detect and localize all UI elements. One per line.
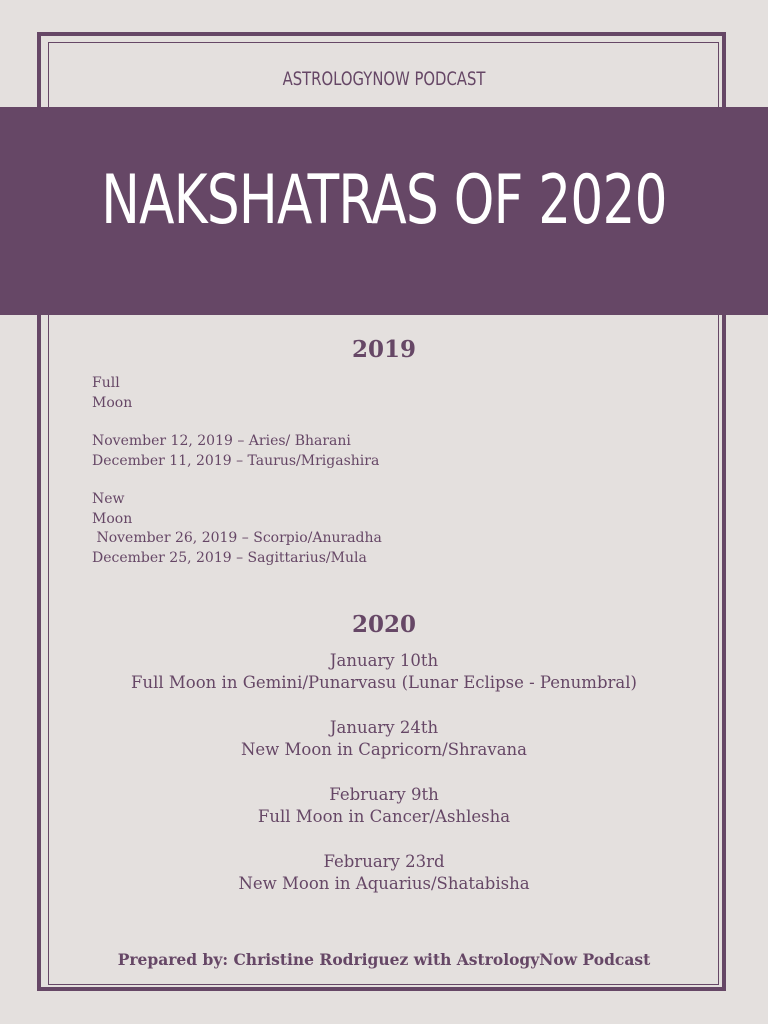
- full-moon-label-1: Full: [92, 375, 120, 391]
- podcast-label: ASTROLOGYNOW PODCAST: [282, 68, 486, 90]
- list-item: [0, 851, 768, 895]
- entry-date: February 23rd: [323, 852, 445, 871]
- full-moon-label-2: Moon: [92, 394, 133, 411]
- new-moon-label-1: New: [92, 491, 125, 507]
- list-item: November 12, 2019 – Aries/ Bharani: [92, 433, 351, 449]
- list-item: December 25, 2019 – Sagittarius/Mula: [92, 549, 367, 566]
- page-title: NAKSHATRAS OF 2020: [101, 161, 667, 240]
- list-item: [0, 650, 768, 694]
- heading-2020: 2020: [351, 611, 416, 638]
- prepared-by-credit: Prepared by: Christine Rodriguez with AstrologyNow Podcast: [117, 950, 651, 969]
- list-item: November 26, 2019 – Scorpio/Anuradha: [92, 530, 382, 546]
- list-item: [0, 717, 768, 761]
- entry-event: Full Moon in Cancer/Ashlesha: [257, 807, 511, 826]
- entry-event: Full Moon in Gemini/Punarvasu (Lunar Eclipse - Penumbral): [131, 673, 637, 692]
- list-2019: [92, 374, 382, 568]
- entry-event: New Moon in Aquarius/Shatabisha: [238, 874, 530, 893]
- list-item: December 11, 2019 – Taurus/Mrigashira: [92, 452, 380, 469]
- list-2020: [0, 650, 768, 918]
- entry-date: January 24th: [329, 718, 439, 737]
- entry-event: New Moon in Capricorn/Shravana: [240, 740, 528, 759]
- entry-date: January 10th: [329, 651, 439, 670]
- list-item: [0, 784, 768, 828]
- new-moon-label-2: Moon: [92, 510, 133, 527]
- entry-date: February 9th: [329, 785, 439, 804]
- heading-2019: 2019: [351, 336, 416, 363]
